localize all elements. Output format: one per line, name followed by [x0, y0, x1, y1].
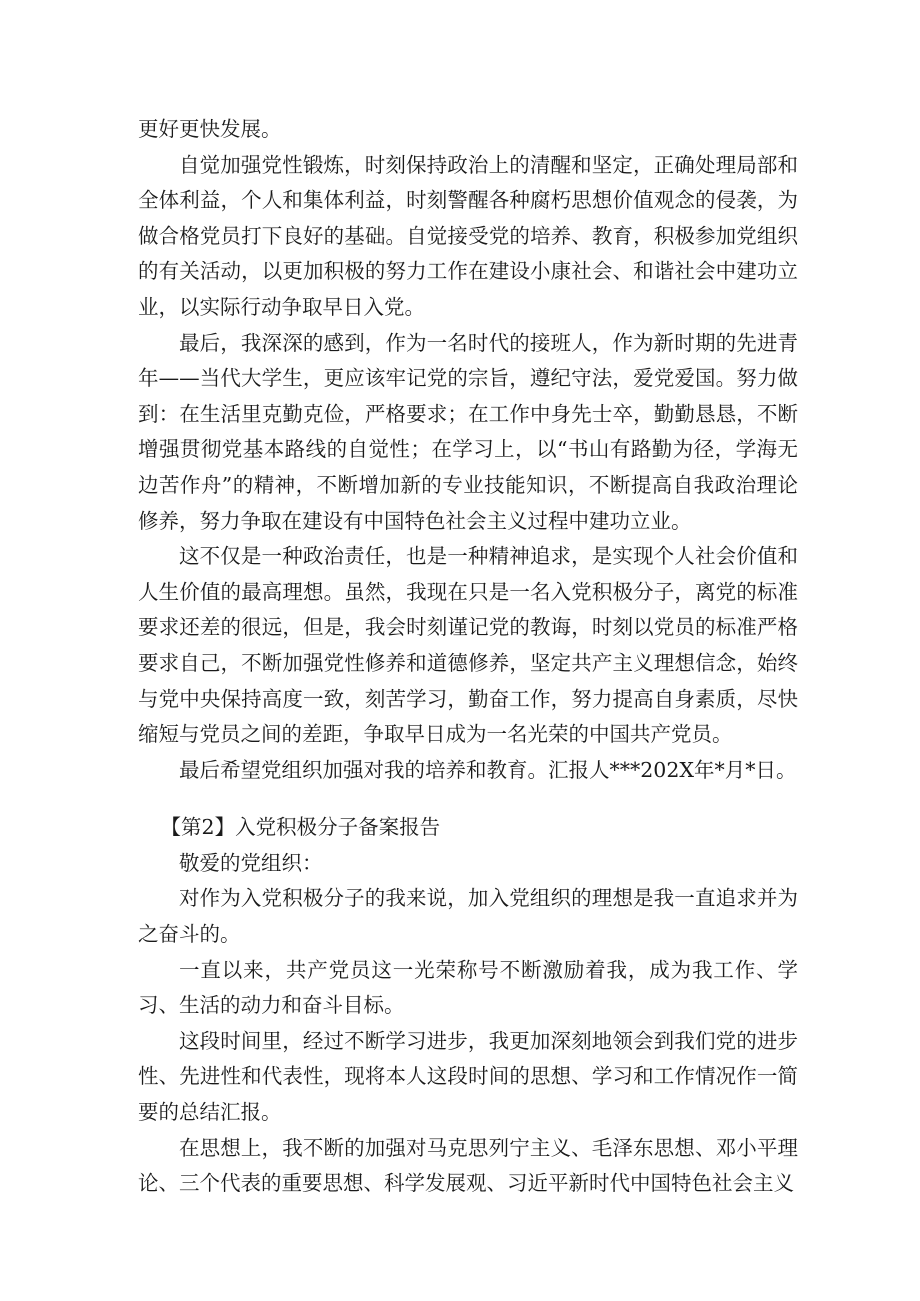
paragraph: 自觉加强党性锻炼，时刻保持政治上的清醒和坚定，正确处理局部和全体利益，个人和集体利益，时刻警醒各种腐朽思想价值观念的侵袭，为做合格党员打下良好的基础。自觉接受党的培养、教育，积极参加党组织的有关活动，以更加积极的努力工作在建设小康社会、和谐社会中建功立业，以实际行动争取早日入党。: [138, 152, 798, 319]
paragraph-signature-line: 最后希望党组织加强对我的培养和教育。汇报人***202X年*月*日。: [179, 757, 797, 782]
paragraph: 最后，我深深的感到，作为一名时代的接班人，作为新时期的先进青年——当代大学生，更应该牢记党的宗旨，遵纪守法，爱党爱国。努力做到：在生活里克勤克俭，严格要求；在工作中身先士卒，勤勤恳恳，不断增强贯彻党基本路线的自觉性；在学习上，以“书山有路勤为径，学海无边苦作舟”的精神，不断增加新的专业技能知识，不断提高自我政治理论修养，努力争取在建设有中国特色社会主义过程中建功立业。: [138, 330, 798, 533]
document-page: [138, 112, 798, 1202]
paragraph: 对作为入党积极分子的我来说，加入党组织的理想是我一直追求并为之奋斗的。: [138, 886, 798, 947]
paragraph-continued: 更好更快发展。: [138, 117, 282, 141]
paragraph: 一直以来，共产党员这一光荣称号不断激励着我，成为我工作、学习、生活的动力和奋斗目标。: [138, 957, 798, 1018]
paragraph: 这段时间里，经过不断学习进步，我更加深刻地领会到我们党的进步性、先进性和代表性，现将本人这段时间的思想、学习和工作情况作一简要的总结汇报。: [138, 1028, 798, 1125]
paragraph: 这不仅是一种政治责任，也是一种精神追求，是实现个人社会价值和人生价值的最高理想。虽然，我现在只是一名入党积极分子，离党的标准要求还差的很远，但是，我会时刻谨记党的教诲，时刻以党员的标准严格要求自己，不断加强党性修养和道德修养，坚定共产主义理想信念，始终与党中央保持高度一致，刻苦学习，勤奋工作，努力提高自身素质，尽快缩短与党员之间的差距，争取早日成为一名光荣的中国共产党员。: [138, 544, 798, 747]
paragraph: 在思想上，我不断的加强对马克思列宁主义、毛泽东思想、邓小平理论、三个代表的重要思想、科学发展观、习近平新时代中国特色社会主义: [138, 1135, 798, 1196]
salutation: 敬爱的党组织：: [179, 850, 323, 875]
section-heading: 【第2】入党积极分子备案报告: [160, 815, 441, 840]
